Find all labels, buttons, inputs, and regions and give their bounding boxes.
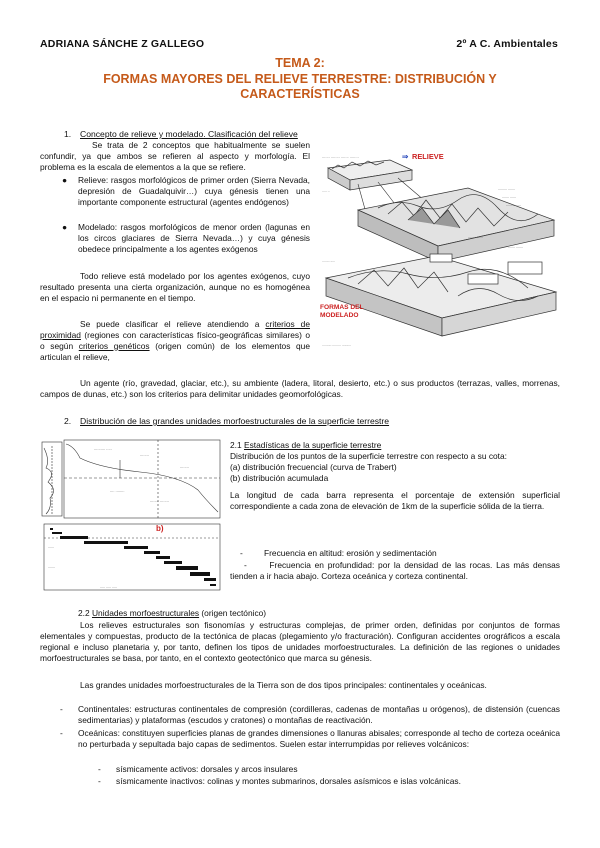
dash-icon: - bbox=[240, 548, 243, 558]
subsection-2-1-number: 2.1 bbox=[230, 440, 244, 450]
section-2-heading: Distribución de las grandes unidades morfoestructurales de la superficie terrestre bbox=[80, 416, 390, 426]
title-line-2: FORMAS MAYORES DEL RELIEVE TERRESTRE: DISTRIBUCIÓN Y bbox=[103, 71, 497, 86]
s22-continental bbox=[60, 704, 560, 726]
svg-text:..... ..... .....: ..... ..... ..... bbox=[100, 585, 117, 589]
svg-text:......: ...... bbox=[48, 545, 54, 549]
s22-paragraph-2: Las grandes unidades morfoestructurales de la Tierra son de dos tipos principales: continentales y oceánicas. bbox=[80, 680, 487, 690]
s1-p3-part-a: Se puede clasificar el relieve atendiendo a bbox=[80, 319, 266, 329]
s1-bullet-relieve-text: Relieve: rasgos morfológicos de primer orden (Sierra Nevada, depresión de Guadalquivir…) cuya génesis tienen una importante componente estructural (agentes endógenos) bbox=[78, 175, 310, 207]
s22-oceanic-text: Oceánicas: constituyen superficies planas de grandes dimensiones o llanuras abisales; corresponde al techo de corteza oceánica no perturbada y sepultada bajo capas de sedimentos. Suelen estar interrumpidas por relieves volcánicos: bbox=[78, 728, 560, 749]
relief-block-diagram bbox=[318, 150, 560, 355]
s22-oceanic-inactive-text: sísmicamente inactivos: colinas y montes submarinos, dorsales asísmicos e islas volcánicas. bbox=[116, 776, 461, 786]
dash-icon: - bbox=[98, 776, 101, 786]
svg-text:....... ........ ....... .....: ....... ........ ....... ........ bbox=[322, 154, 359, 159]
svg-text:........: ........ bbox=[140, 452, 149, 457]
hypsometric-figure-svg bbox=[40, 438, 222, 594]
s1-paragraph-4: Un agente (río, gravedad, glaciar, etc.), su ambiente (ladera, litoral, desierto, etc.) o sus productos (terrazas, valles, morrenas, campos de dunas, etc.) son los criterios para delimitar unidades geomorfológicas. bbox=[40, 378, 560, 399]
subsection-2-2-number: 2.2 bbox=[78, 608, 92, 618]
s21-dash-1-text: Frecuencia en altitud: erosión y sedimentación bbox=[264, 548, 437, 558]
title-line-3: CARACTERÍSTICAS bbox=[240, 87, 360, 101]
s21-line-1: Distribución de los puntos de la superficie terrestre con respecto a su cota: bbox=[230, 450, 507, 461]
svg-text:.......... .....: .......... ..... bbox=[94, 446, 112, 451]
s1-bullet-modelado bbox=[62, 222, 310, 255]
section-1-number: 1. bbox=[64, 129, 72, 139]
svg-text:....... .......: ....... ....... bbox=[508, 245, 523, 249]
s1-p3-genetic: criterios genéticos bbox=[78, 340, 150, 351]
dash-icon: - bbox=[98, 764, 101, 774]
s22-continental-text: Continentales: estructuras continentales de compresión (cordilleras, cadenas de montañas u orógenos), de distensión (cuencas sedimentarias) y plataformas (escudos y cratones) o montañas de reactivación. bbox=[78, 704, 560, 725]
s22-oceanic bbox=[60, 728, 560, 750]
s21-paragraph: La longitud de cada barra representa el porcentaje de extensión superficial correspondiente a cada zona de elevación de 1km de la superficie sólida de la tierra. bbox=[230, 490, 560, 511]
page-title bbox=[40, 56, 560, 103]
dash-icon: - bbox=[60, 728, 63, 738]
label-relieve: RELIEVE bbox=[412, 152, 444, 161]
s1-p3-proximity: criterios de proximidad bbox=[40, 319, 310, 340]
s21-dash-1 bbox=[240, 548, 560, 559]
label-formas-line-1: FORMAS DEL bbox=[320, 304, 364, 311]
subsection-2-2-tail: (origen tectónico) bbox=[199, 608, 267, 618]
s1-bullet-modelado-text: Modelado: rasgos morfológicos de menor orden (lagunas en los circos glaciares de Sierra Nevada…) y cuya génesis obedece principalmente a los agentes exógenos bbox=[78, 222, 310, 254]
s22-oceanic-active bbox=[98, 764, 560, 775]
svg-text:..... ..: ..... .. bbox=[322, 189, 330, 193]
svg-text:........ ......: ........ ...... bbox=[468, 235, 483, 239]
s21-dash-2 bbox=[230, 560, 560, 582]
hypsometric-figure bbox=[40, 438, 222, 594]
s21-dash-2-text: Frecuencia en profundidad: por la densidad de las rocas. Las más densas tienden a ir hacia abajo. Corteza oceánica y corteza continental. bbox=[230, 560, 560, 581]
subsection-2-1-title-text: Estadísticas de la superficie terrestre bbox=[243, 440, 382, 450]
s22-oceanic-inactive bbox=[98, 776, 560, 787]
author-name: ADRIANA SÁNCHE Z GALLEGO bbox=[40, 38, 205, 50]
figure-label-b: b) bbox=[156, 524, 164, 533]
s1-paragraph-3 bbox=[40, 319, 310, 363]
s1-paragraph-1: Se trata de 2 conceptos que habitualmente se suelen confundir, ya que ambos se refieren al aspecto y morfología. El problema es la escala de elementos a la que se refiere. bbox=[40, 140, 310, 172]
svg-text:.... ........: .... ........ bbox=[110, 488, 125, 493]
svg-text:......... .......: ......... ....... bbox=[498, 187, 515, 191]
s21-line-3: (b) distribución acumulada bbox=[230, 472, 329, 483]
figure-arrow-icon: ⇒ bbox=[402, 152, 409, 161]
subsection-2-1 bbox=[230, 440, 560, 484]
section-1-heading: Concepto de relieve y modelado. Clasificación del relieve bbox=[80, 129, 298, 139]
s22-oceanic-active-text: sísmicamente activos: dorsales y arcos insulares bbox=[116, 764, 298, 774]
label-formas-modelado bbox=[320, 304, 364, 320]
s21-line-2: (a) distribución frecuencial (curva de Trabert) bbox=[230, 461, 397, 472]
bullet-icon: ● bbox=[62, 175, 68, 185]
svg-text:........ .....: ........ ..... bbox=[322, 259, 336, 263]
course-name: 2º A C. Ambientales bbox=[456, 38, 558, 50]
dash-icon: - bbox=[244, 560, 270, 570]
svg-text:........: ........ bbox=[180, 464, 189, 469]
subsection-2-2-title-text: Unidades morfoestructurales bbox=[91, 608, 200, 618]
svg-text:......... .....: ......... ..... bbox=[506, 203, 521, 207]
svg-text:....... ......: ....... ...... bbox=[502, 195, 516, 199]
svg-text:.......... ......... .........: .......... ......... .......... bbox=[322, 343, 352, 347]
relief-block-diagram-svg bbox=[318, 150, 560, 355]
s1-bullet-relieve bbox=[62, 175, 310, 208]
s1-p3-part-c: (regiones con características físico-geográficas similares) o o según bbox=[40, 329, 310, 351]
s1-p3-part-e: (origen común) de los elementos que articulan el relieve, bbox=[40, 340, 310, 362]
svg-text:........ ........: ........ ........ bbox=[150, 498, 169, 503]
svg-text:.......: ....... bbox=[48, 565, 55, 569]
label-formas-line-2: MODELADO bbox=[320, 312, 359, 319]
bullet-icon: ● bbox=[62, 222, 68, 232]
section-2-number: 2. bbox=[64, 416, 72, 426]
subsection-2-2-title bbox=[78, 608, 558, 619]
title-line-1: TEMA 2: bbox=[275, 56, 325, 70]
subsection-2-1-title bbox=[230, 440, 560, 451]
dash-icon: - bbox=[60, 704, 63, 714]
s22-paragraph-1: Los relieves estructurales son fisonomías y estructuras complejas, de primer orden, definidas por conjuntos de formas elementales y compuestas, producto de la tectónica de placas (plegamiento y/o fracturación). Configuran accidentes orográficos a escala regional e incluso planetaria y, por tanto, definen los tipos de unidades morfoestructurales. La definición de las regiones o unidades morfoestructurales se basa, por tanto, en el contexto geotectónico que marca su génesis. bbox=[40, 620, 560, 663]
s1-paragraph-2: Todo relieve está modelado por los agentes exógenos, cuyo resultado presenta una cierta organización, aunque no es homogénea en el espacio ni permanente en el tiempo. bbox=[40, 271, 310, 303]
